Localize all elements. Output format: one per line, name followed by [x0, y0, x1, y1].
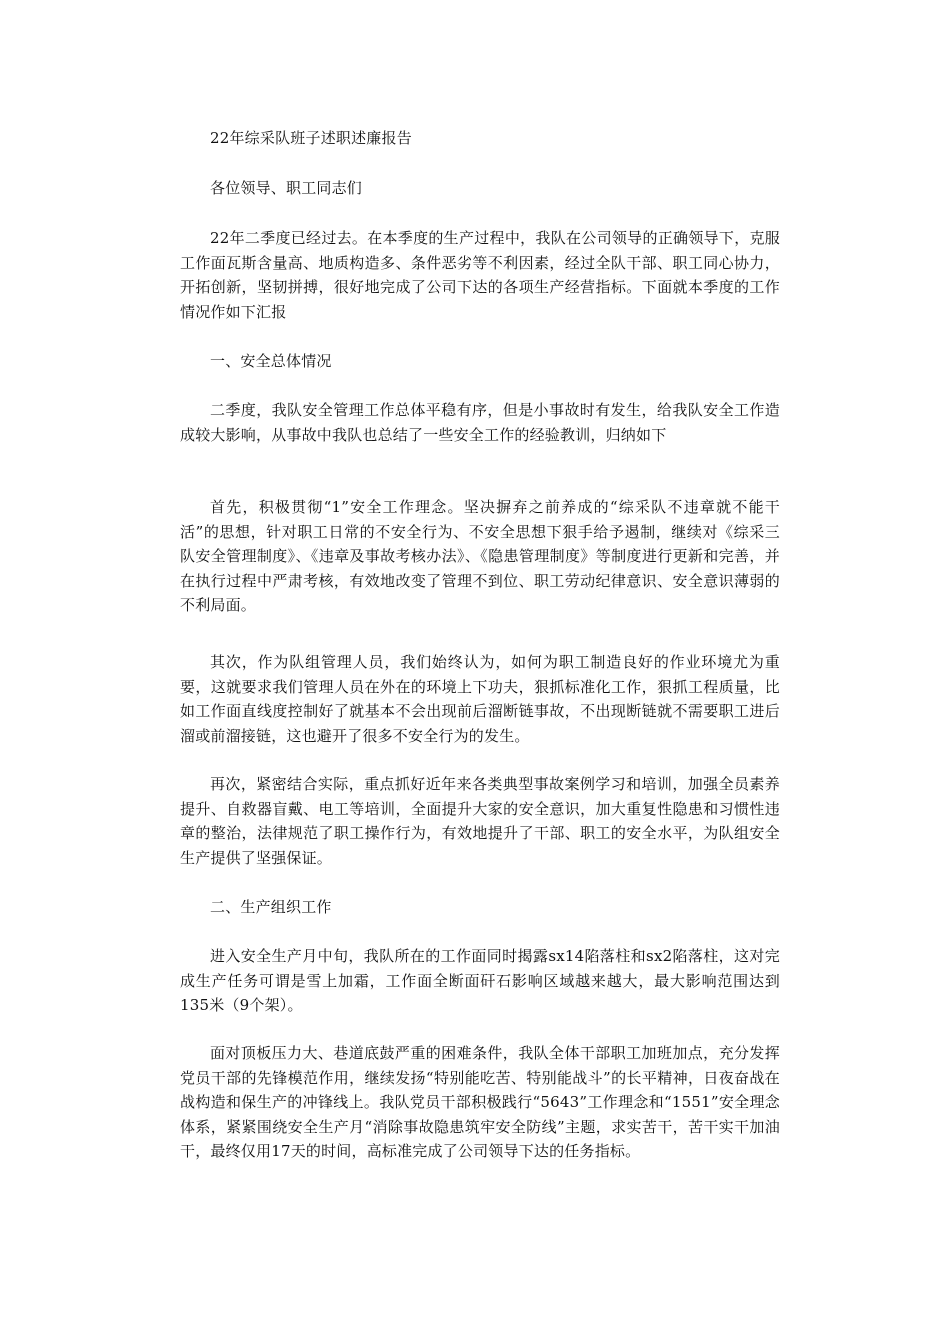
document-title: 22年综采队班子述职述廉报告: [210, 129, 412, 147]
safety-paragraph-1: 二季度，我队安全管理工作总体平稳有序，但是小事故时有发生，给我队安全工作造成较大影响，从事故中我队也总结了一些安全工作的经验教训，归纳如下: [180, 401, 780, 444]
document-page: [180, 0, 780, 1344]
production-paragraph-2: 面对顶板压力大、巷道底鼓严重的困难条件，我队全体干部职工加班加点，充分发挥党员干部的先锋模范作用，继续发扬“特别能吃苦、特别能战斗”的长平精神，日夜奋战在战构造和保生产的冲锋线上。我队党员干部积极践行“5643”工作理念和“1551”安全理念体系，紧紧围绕安全生产月“消除事故隐患筑牢安全防线”主题，求实苦干，苦干实干加油干，最终仅用17天的时间，高标准完成了公司领导下达的任务指标。: [180, 1044, 780, 1160]
safety-paragraph-3: 其次，作为队组管理人员，我们始终认为，如何为职工制造良好的作业环境尤为重要，这就要求我们管理人员在外在的环境上下功夫，狠抓标准化工作，狠抓工程质量，比如工作面直线度控制好了就基本不会出现前后溜断链事故，不出现断链就不需要职工进后溜或前溜接链，这也避开了很多不安全行为的发生。: [180, 653, 780, 745]
section-heading-safety: 一、安全总体情况: [210, 352, 332, 370]
section-heading-production: 二、生产组织工作: [210, 898, 332, 916]
greeting: 各位领导、职工同志们: [210, 179, 363, 197]
production-paragraph-1: 进入安全生产月中旬，我队所在的工作面同时揭露sx14陷落柱和sx2陷落柱，这对完成生产任务可谓是雪上加霜，工作面全断面矸石影响区域越来越大，最大影响范围达到135米（9个架）。: [180, 947, 780, 1014]
intro-paragraph: 22年二季度已经过去。在本季度的生产过程中，我队在公司领导的正确领导下，克服工作面瓦斯含量高、地质构造多、条件恶劣等不利因素，经过全队干部、职工同心协力，开拓创新，坚韧拼搏，很好地完成了公司下达的各项生产经营指标。下面就本季度的工作情况作如下汇报: [180, 229, 780, 321]
safety-paragraph-2: 首先，积极贯彻“1”安全工作理念。坚决摒弃之前养成的“综采队不违章就不能干活”的思想，针对职工日常的不安全行为、不安全思想下狠手给予遏制，继续对《综采三队安全管理制度》、《违章及事故考核办法》、《隐患管理制度》等制度进行更新和完善，并在执行过程中严肃考核，有效地改变了管理不到位、职工劳动纪律意识、安全意识薄弱的不利局面。: [180, 498, 780, 614]
safety-paragraph-4: 再次，紧密结合实际，重点抓好近年来各类典型事故案例学习和培训，加强全员素养提升、自救器盲戴、电工等培训，全面提升大家的安全意识，加大重复性隐患和习惯性违章的整治，法律规范了职工操作行为，有效地提升了干部、职工的安全水平，为队组安全生产提供了坚强保证。: [180, 775, 780, 867]
